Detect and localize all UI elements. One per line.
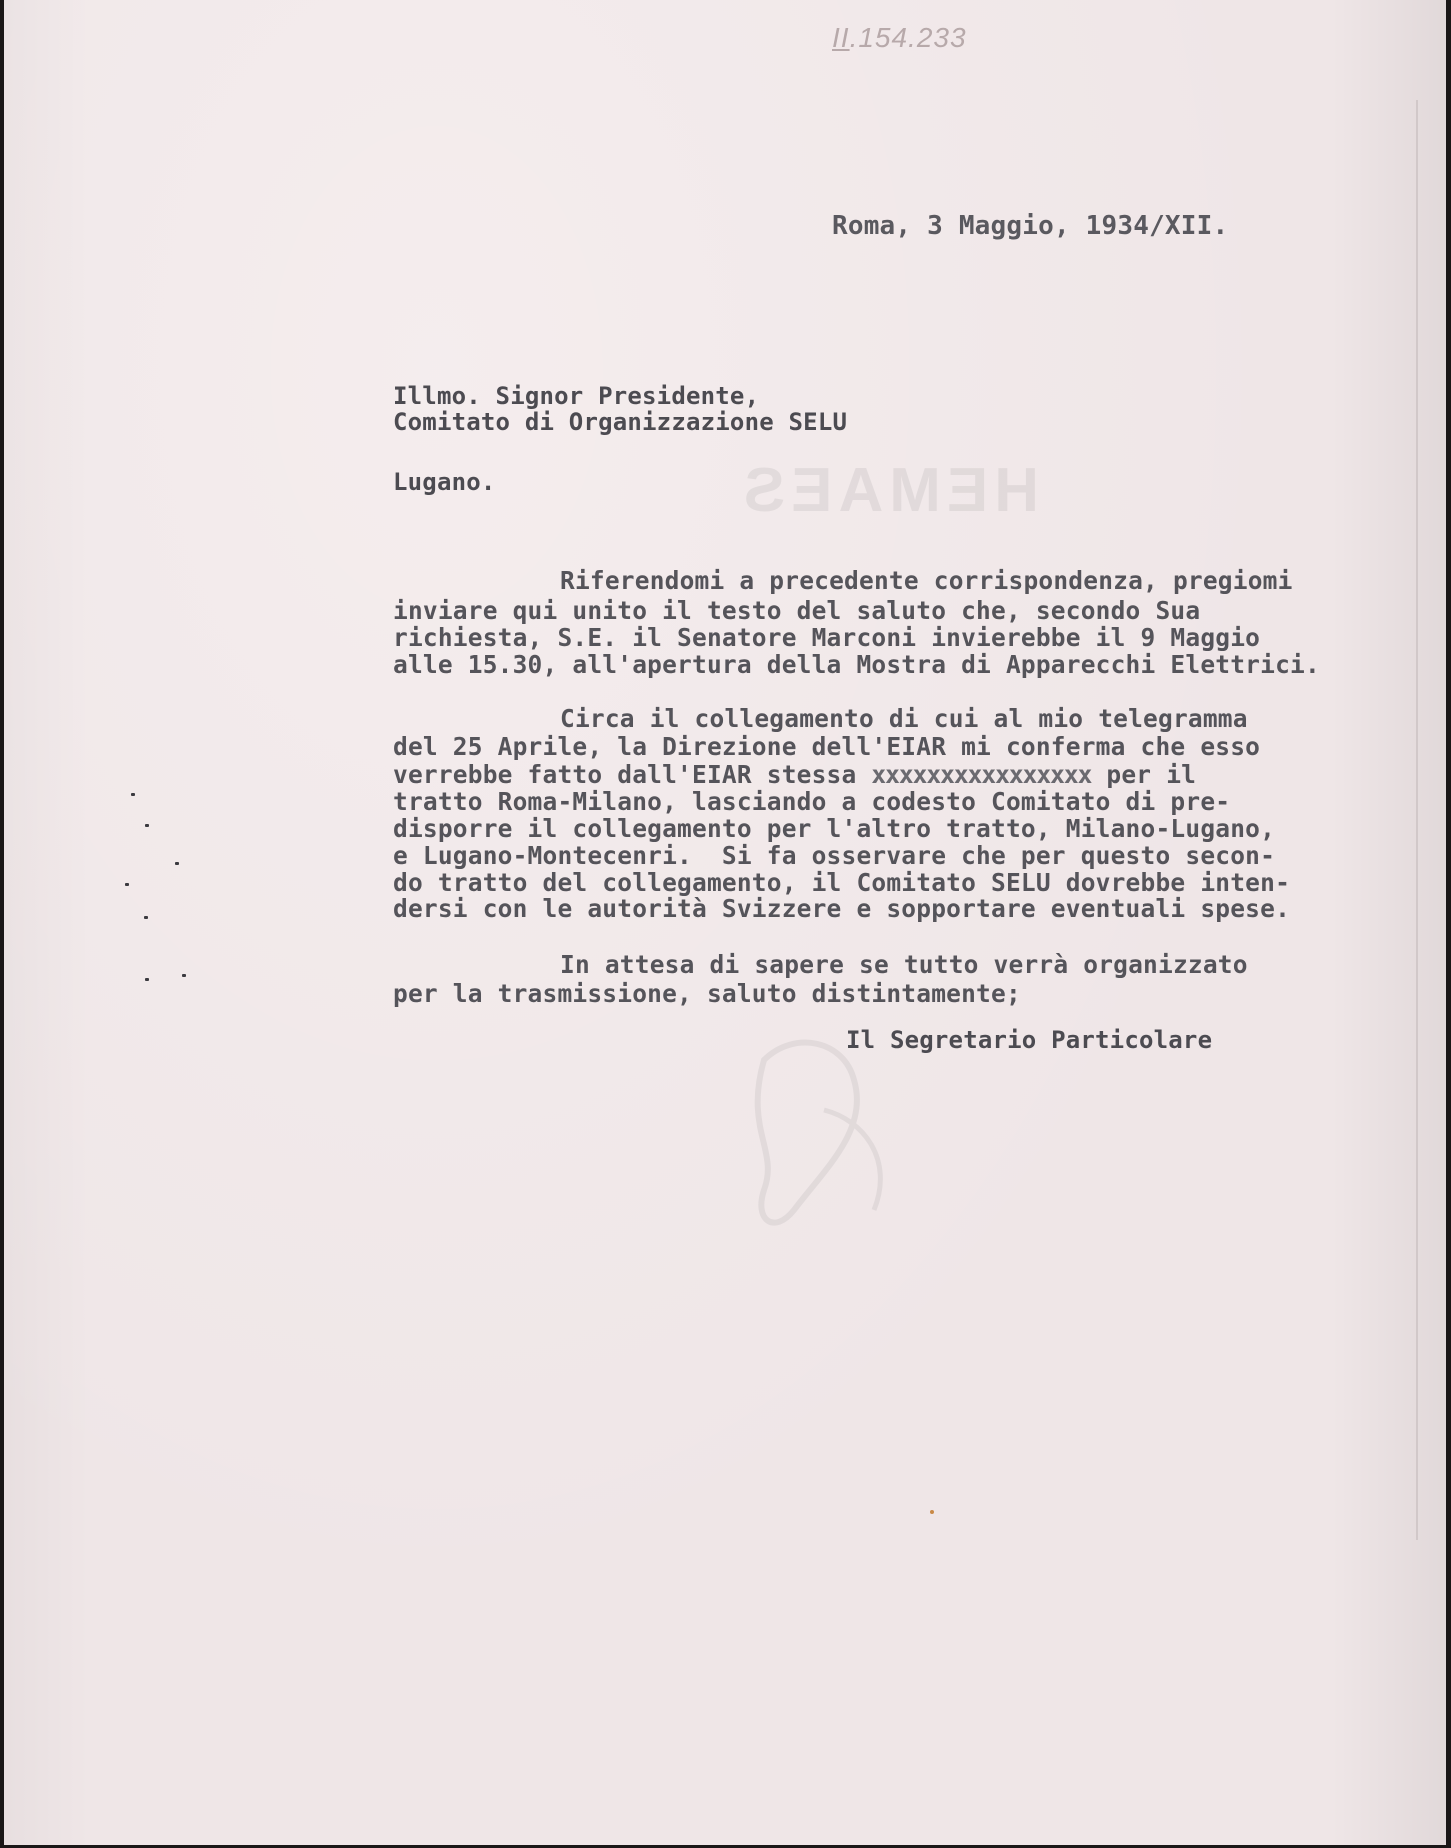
recipient-city: Lugano. [393, 468, 496, 496]
paragraph1-line2: inviare qui unito il testo del saluto che, secondo Sua [393, 596, 1201, 625]
paragraph2-line1: Circa il collegamento di cui al mio telegramma [560, 704, 1248, 733]
paragraph2-line5: disporre il collegamento per l'altro tratto, Milano-Lugano, [393, 814, 1276, 843]
paragraph3-line1: In attesa di sapere se tutto verrà organizzato [560, 950, 1248, 979]
paper-fold-edge [1416, 100, 1418, 1540]
paragraph2-line2: del 25 Aprile, la Direzione dell'EIAR mi conferma che esso [393, 732, 1261, 761]
recipient-title: Illmo. Signor Presidente, [393, 382, 760, 410]
paragraph2-line6: e Lugano-Montecenri. Si fa osservare che per questo secon- [393, 841, 1276, 870]
paragraph2-line3 [393, 760, 1196, 789]
paragraph2-line4: tratto Roma-Milano, lasciando a codesto Comitato di pre- [393, 787, 1231, 816]
paragraph2-line7: do tratto del collegamento, il Comitato SELU dovrebbe inten- [393, 868, 1291, 897]
paragraph2-line3-start: verrebbe fatto dall'EIAR stessa [393, 760, 872, 789]
signature-line: Il Segretario Particolare [846, 1026, 1213, 1054]
paragraph1-line4: alle 15.30, all'apertura della Mostra di Apparecchi Elettrici. [393, 650, 1320, 679]
paragraph1-line1: Riferendomi a precedente corrispondenza, pregiomi [560, 566, 1293, 595]
letter-sheet [4, 0, 1446, 1845]
archive-roman-numeral: II [832, 22, 850, 53]
paragraph2-line8: dersi con le autorità Svizzere e sopportare eventuali spese. [393, 894, 1291, 923]
recipient-organization: Comitato di Organizzazione SELU [393, 408, 848, 436]
archive-number [832, 22, 967, 54]
paragraph1-line3: richiesta, S.E. il Senatore Marconi invierebbe il 9 Maggio [393, 623, 1261, 652]
paragraph2-line3-end: per il [1091, 760, 1197, 789]
struck-out-text: xxxxxxxxxxxxxxxx [871, 760, 1092, 789]
emblem-show-through [704, 1020, 924, 1250]
archive-number-rest: .154.233 [849, 22, 967, 53]
paragraph3-line2: per la trasmissione, saluto distintamente; [393, 979, 1021, 1008]
watermark-show-through: HEMAES [737, 456, 1039, 525]
ink-speck [930, 1510, 934, 1514]
date-line: Roma, 3 Maggio, 1934/XII. [832, 211, 1229, 241]
